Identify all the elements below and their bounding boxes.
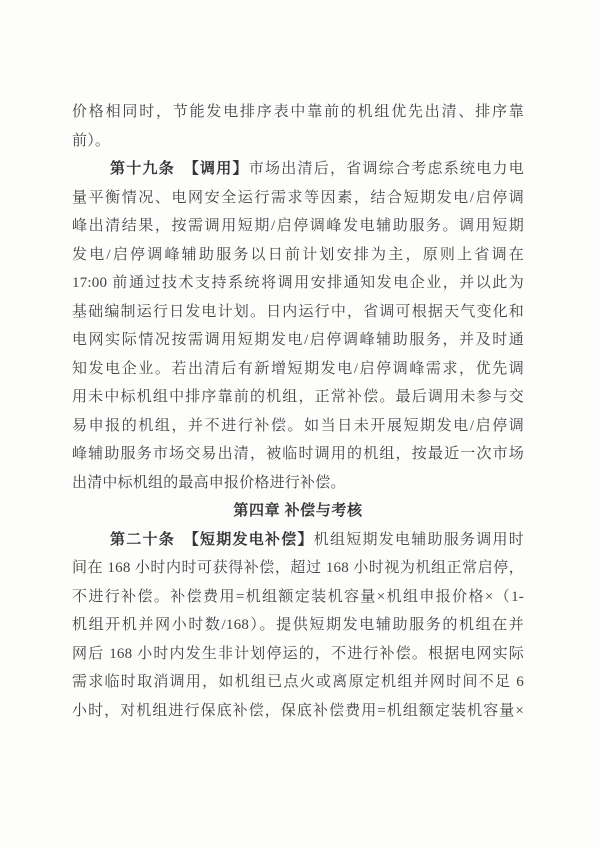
text-line bbox=[72, 668, 524, 697]
text-segment: 机组开机并网小时数/168）。提供短期发电辅助服务的机组在并 bbox=[72, 617, 524, 633]
text-line bbox=[72, 184, 524, 213]
bold-text-segment: 第二十条 【短期发电补偿】 bbox=[110, 531, 314, 548]
text-line bbox=[72, 611, 524, 640]
heading-line bbox=[72, 497, 524, 526]
text-line bbox=[72, 469, 524, 498]
paragraph-article-19 bbox=[72, 155, 524, 497]
text-segment: 峰出清结果，按需调用短期/启停调峰发电辅助服务。调用短期 bbox=[72, 218, 524, 234]
paragraph-continuation bbox=[72, 98, 524, 155]
text-line bbox=[72, 355, 524, 384]
text-segment: 前）。 bbox=[72, 132, 111, 149]
text-segment: 17:00 前通过技术支持系统将调用安排通知发电企业，并以此为 bbox=[72, 275, 524, 291]
text-line bbox=[72, 326, 524, 355]
text-line bbox=[72, 212, 524, 241]
text-segment: 用未中标机组中排序靠前的机组，正常补偿。最后调用未参与交 bbox=[72, 389, 524, 405]
text-segment: 网后 168 小时内发生非计划停运的，不进行补偿。根据电网实际 bbox=[72, 645, 524, 662]
text-line bbox=[72, 697, 524, 726]
text-segment: 间在 168 小时内时可获得补偿，超过 168 小时视为机组正常启停， bbox=[72, 560, 524, 576]
text-line bbox=[72, 412, 524, 441]
text-segment: 量平衡情况、电网安全运行需求等因素，结合短期发电/启停调 bbox=[72, 189, 524, 206]
text-segment: 峰辅助服务市场交易出清，被临时调用的机组，按最近一次市场 bbox=[72, 446, 524, 462]
text-line bbox=[72, 554, 524, 583]
text-segment: 易申报的机组，并不进行补偿。如当日未开展短期发电/启停调 bbox=[72, 417, 524, 434]
text-line bbox=[72, 440, 524, 469]
bold-text-segment: 第四章 补偿与考核 bbox=[233, 503, 363, 519]
text-line bbox=[72, 155, 524, 184]
text-segment: 需求临时取消调用，如机组已点火或离原定机组并网时间不足 6 bbox=[72, 674, 524, 690]
paragraph-article-20 bbox=[72, 526, 524, 726]
text-line bbox=[72, 526, 524, 555]
document-text-block bbox=[72, 98, 524, 725]
text-line bbox=[72, 583, 524, 612]
text-segment: 基础编制运行日发电计划。日内运行中，省调可根据天气变化和 bbox=[72, 303, 524, 320]
text-line bbox=[72, 298, 524, 327]
text-line bbox=[72, 98, 524, 127]
text-segment: 发电/启停调峰辅助服务以日前计划安排为主，原则上省调在 bbox=[72, 246, 524, 263]
chapter-heading bbox=[72, 497, 524, 526]
text-line bbox=[72, 640, 524, 669]
text-segment: 小时，对机组进行保底补偿，保底补偿费用=机组额定装机容量× bbox=[72, 702, 524, 719]
text-line bbox=[72, 383, 524, 412]
text-segment: 价格相同时，节能发电排序表中靠前的机组优先出清、排序靠 bbox=[72, 104, 524, 120]
text-segment: 不进行补偿。补偿费用=机组额定装机容量×机组申报价格×（1- bbox=[72, 588, 524, 605]
text-line bbox=[72, 269, 524, 298]
text-line bbox=[72, 127, 524, 156]
text-line bbox=[72, 241, 524, 270]
text-segment: 知发电企业。若出清后有新增短期发电/启停调峰需求，优先调 bbox=[72, 360, 524, 377]
text-segment: 电网实际情况按需调用短期发电/启停调峰辅助服务，并及时通 bbox=[72, 332, 524, 348]
text-segment: 出清中标机组的最高申报价格进行补偿。 bbox=[72, 474, 346, 491]
text-segment: 机组短期发电辅助服务调用时 bbox=[313, 531, 524, 548]
text-segment: 市场出清后，省调综合考虑系统电力电 bbox=[248, 161, 524, 177]
bold-text-segment: 第十九条 【调用】 bbox=[110, 161, 249, 177]
